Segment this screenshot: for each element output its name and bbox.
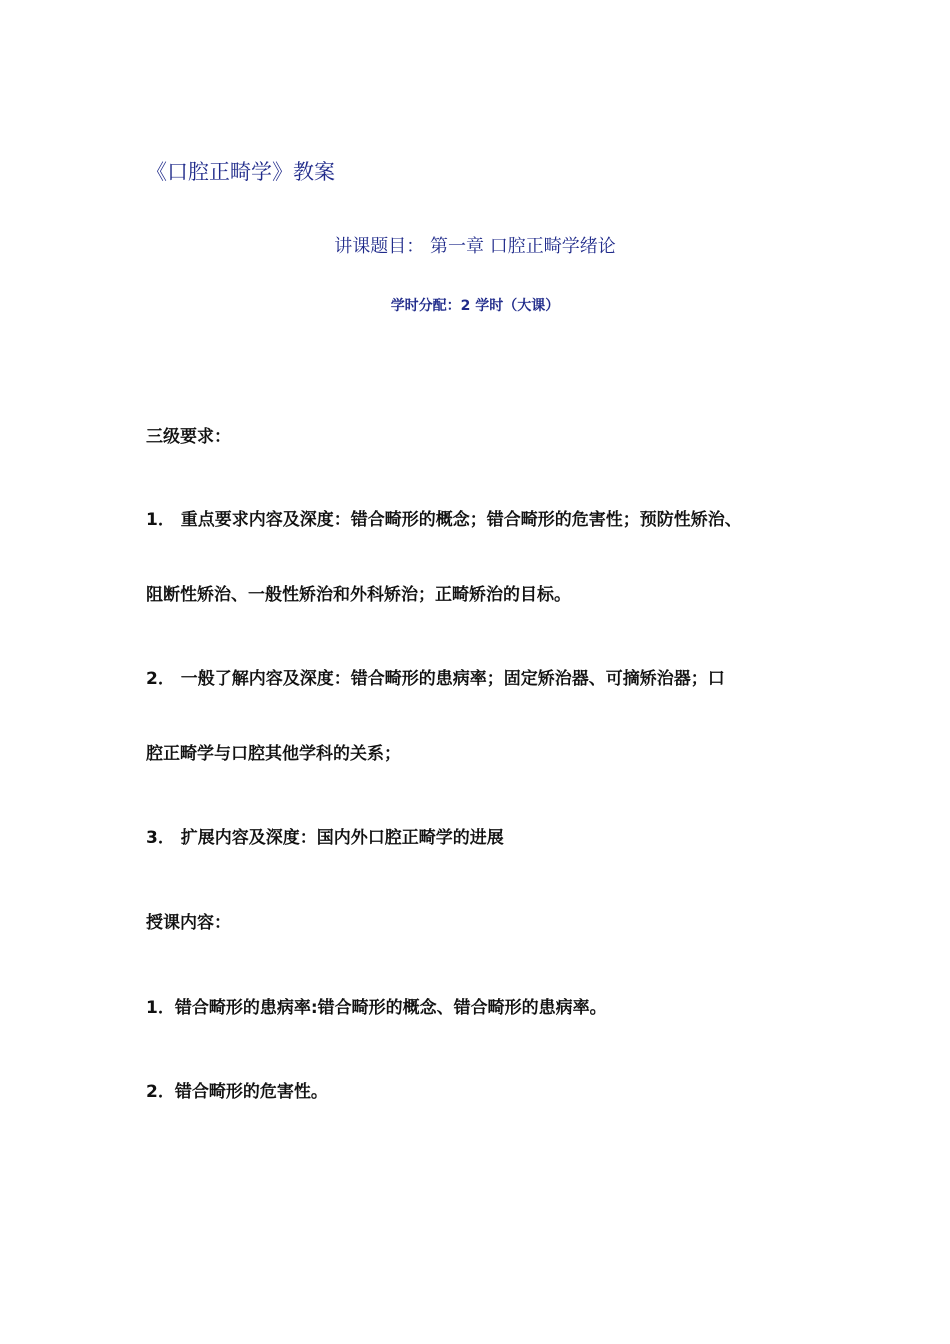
requirement-item-2-line-1: 2． 一般了解内容及深度：错合畸形的患病率；固定矫治器、可摘矫治器；口 xyxy=(146,669,725,689)
requirement-item-1-line-2: 阻断性矫治、一般性矫治和外科矫治；正畸矫治的目标。 xyxy=(146,585,571,605)
document-title: 《口腔正畸学》教案 xyxy=(146,160,335,184)
hours-allocation: 学时分配：2 学时（大课） xyxy=(390,298,560,314)
content-heading: 授课内容： xyxy=(146,913,231,933)
requirement-item-1-line-1: 1． 重点要求内容及深度：错合畸形的概念；错合畸形的危害性；预防性矫治、 xyxy=(146,510,742,530)
requirement-item-3: 3． 扩展内容及深度：国内外口腔正畸学的进展 xyxy=(146,828,504,848)
requirement-item-2-line-2: 腔正畸学与口腔其他学科的关系； xyxy=(146,744,401,764)
content-item-2: 2．错合畸形的危害性。 xyxy=(146,1082,328,1102)
requirements-heading: 三级要求： xyxy=(146,427,231,447)
content-item-1: 1．错合畸形的患病率:错合畸形的概念、错合畸形的患病率。 xyxy=(146,998,607,1018)
lecture-topic: 讲课题目： 第一章 口腔正畸学绪论 xyxy=(334,236,616,257)
